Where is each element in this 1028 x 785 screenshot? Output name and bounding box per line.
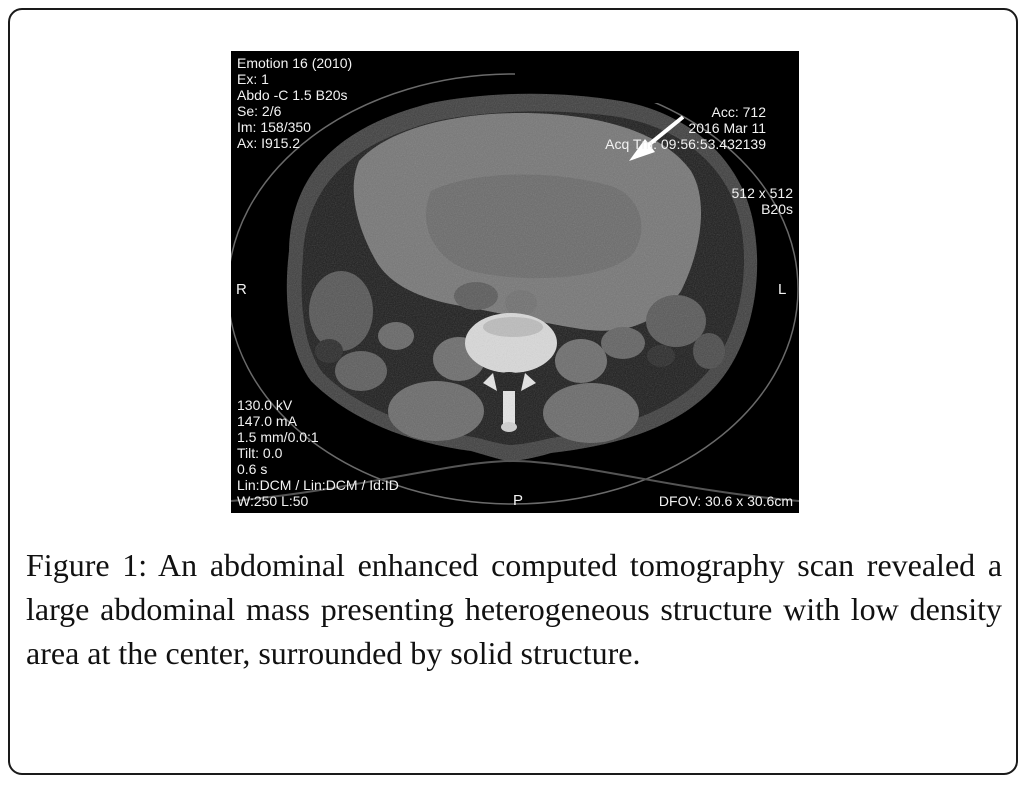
scan-matrix-info (732, 185, 794, 217)
scan-info-line: Im: 158/350 (237, 119, 311, 135)
scan-info-top-right (605, 104, 766, 152)
scan-info-line: Acc: 712 (711, 104, 766, 120)
scan-info-line: W:250 L:50 (237, 493, 309, 509)
scan-info-line: B20s (761, 201, 793, 217)
orientation-marker-left: L (778, 281, 787, 298)
scan-info-line: Lin:DCM / Lin:DCM / Id:ID (237, 477, 399, 493)
scan-info-line: 1.5 mm/0.0:1 (237, 429, 319, 445)
scan-info-line: Emotion 16 (2010) (237, 55, 353, 71)
scan-info-line: 0.6 s (237, 461, 268, 477)
scan-info-top-left (237, 55, 352, 151)
figure-caption-label: Figure 1: (26, 547, 148, 583)
figure-caption (26, 543, 1002, 675)
scan-info-line: Se: 2/6 (237, 103, 282, 119)
ct-scan-image (231, 51, 799, 513)
scan-info-bottom-left (237, 397, 399, 509)
orientation-marker-right: R (236, 281, 247, 298)
field-of-view-label: DFOV: 30.6 x 30.6cm (658, 493, 793, 509)
scan-info-line: 147.0 mA (237, 413, 297, 429)
scan-info-line: Tilt: 0.0 (237, 445, 283, 461)
scan-info-line: Ex: 1 (237, 71, 269, 87)
scan-info-line: 512 x 512 (731, 185, 793, 201)
scan-info-line: Ax: I915.2 (237, 135, 301, 151)
orientation-marker-posterior: P (513, 492, 524, 509)
scan-info-line: 2016 Mar 11 (688, 120, 766, 136)
scan-info-line: 130.0 kV (237, 397, 293, 413)
figure-caption-text: An abdominal enhanced computed tomography scan revealed a large abdominal mass presenting heterogeneous structure with low density area at the center, surrounded by solid structure. (26, 547, 1003, 671)
scan-info-line: Abdo -C 1.5 B20s (237, 87, 348, 103)
scan-info-line: Acq Tm: 09:56:53.432139 (605, 136, 766, 152)
